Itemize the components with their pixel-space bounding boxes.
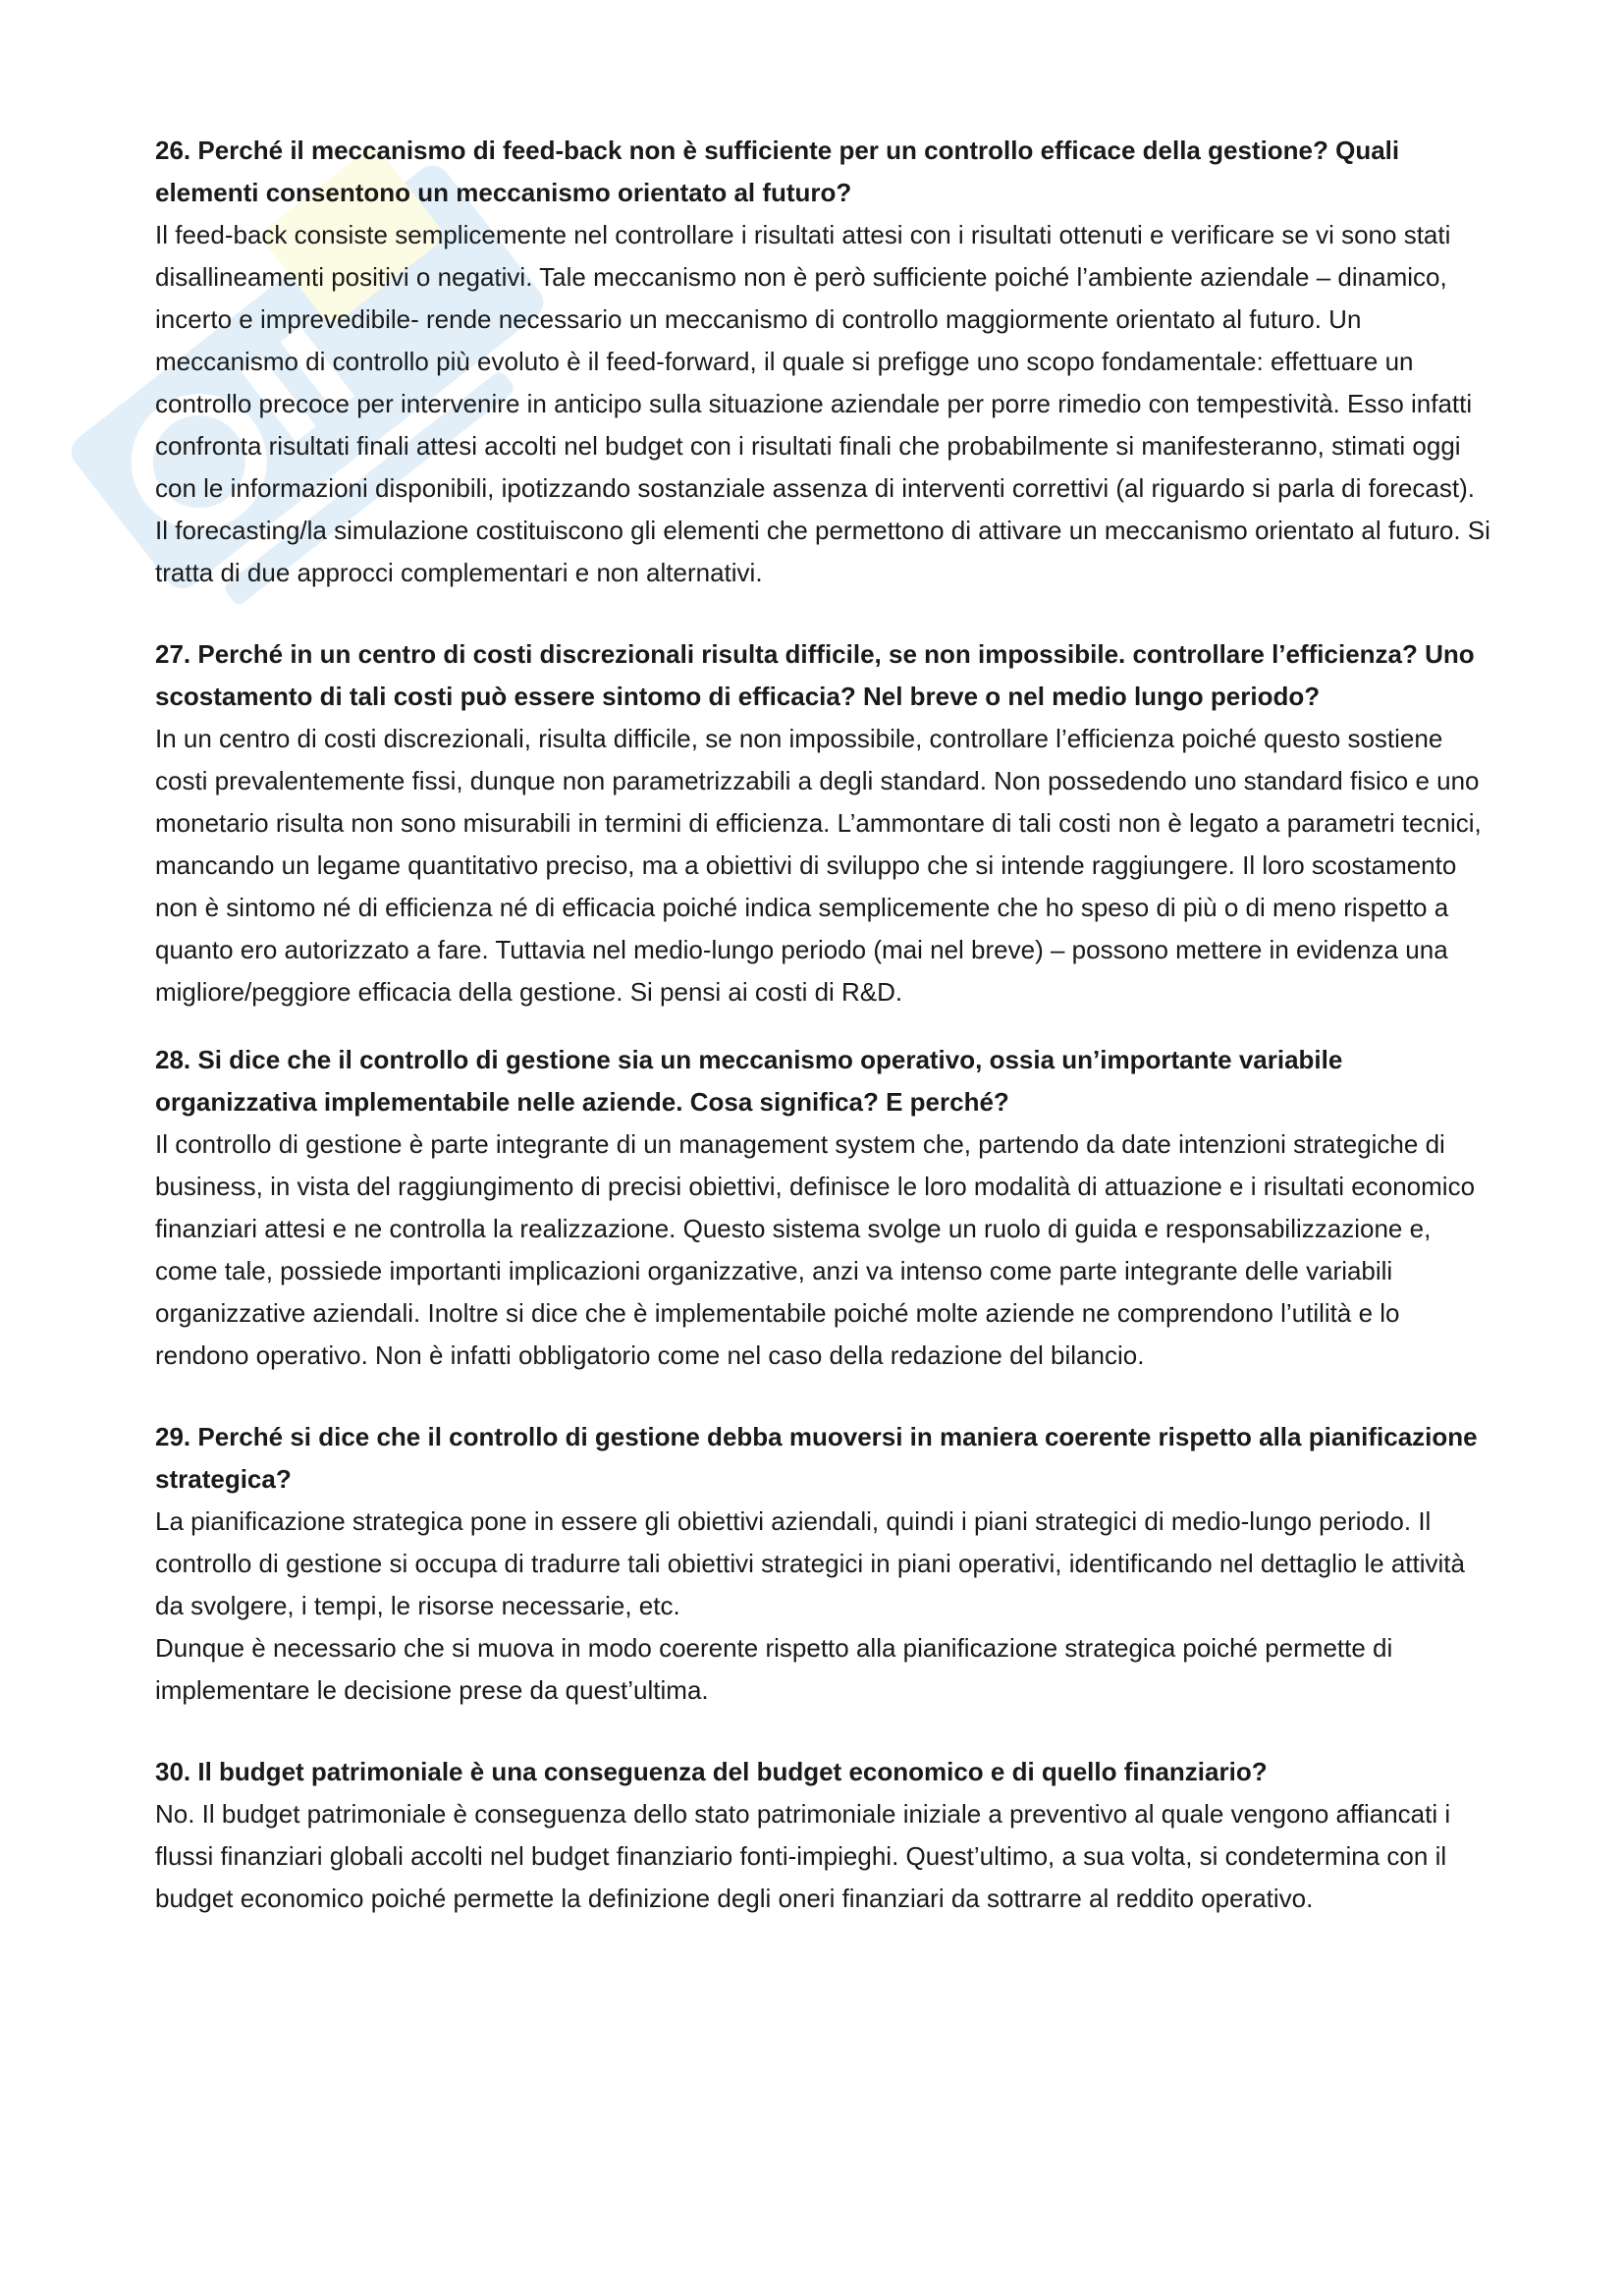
answer-26-paragraph-1: Il feed-back consiste semplicemente nel controllare i risultati attesi con i risultati ottenuti e verificare se vi sono stati disallineamenti positivi o negativi. Tale meccanismo non è però sufficiente poiché l’ambiente aziendale – dinamico, incerto e imprevedibile- rende necessario un meccanismo di controllo maggiormente orientato al futuro. Un meccanismo di controllo più evoluto è il feed-forward, il quale si prefigge uno scopo fondamentale: effettuare un controllo precoce per intervenire in anticipo sulla situazione aziendale per porre rimedio con tempestività. Esso infatti confronta risultati finali attesi accolti nel budget con i risultati finali che probabilmente si manifesteranno, stimati oggi con le informazioni disponibili, ipotizzando sostanziale assenza di interventi correttivi (al riguardo si parla di forecast). xyxy=(155,220,1475,503)
qa-block-28 xyxy=(155,1039,1490,1377)
qa-block-27 xyxy=(155,633,1490,1013)
answer-26-paragraph-2: Il forecasting/la simulazione costituiscono gli elementi che permettono di attivare un meccanismo orientato al futuro. Si tratta di due approcci complementari e non alternativi. xyxy=(155,516,1490,587)
answer-27-paragraph-1: In un centro di costi discrezionali, risulta difficile, se non impossibile, controllare l’efficienza poiché questo sostiene costi prevalentemente fissi, dunque non parametrizzabili a degli standard. Non possedendo uno standard fisico e uno monetario risulta non sono misurabili in termini di efficienza. L’ammontare di tali costi non è legato a parametri tecnici, mancando un legame quantitativo preciso, ma a obiettivi di sviluppo che si intende raggiungere. Il loro scostamento non è sintomo né di efficienza né di efficacia poiché indica semplicemente che ho speso di più o di meno rispetto a quanto ero autorizzato a fare. Tuttavia nel medio-lungo periodo (mai nel breve) – possono mettere in evidenza una migliore/peggiore efficacia della gestione. Si pensi ai costi di R&D. xyxy=(155,724,1482,1007)
qa-block-29 xyxy=(155,1416,1490,1712)
qa-block-30 xyxy=(155,1751,1490,1920)
answer-30-paragraph-1: No. Il budget patrimoniale è conseguenza dello stato patrimoniale iniziale a preventivo al quale vengono affiancati i flussi finanziari globali accolti nel budget finanziario fonti-impieghi. Quest’ultimo, a sua volta, si condetermina con il budget economico poiché permette la definizione degli oneri finanziari da sottrarre al reddito operativo. xyxy=(155,1799,1451,1913)
answer-29-paragraph-2: Dunque è necessario che si muova in modo coerente rispetto alla pianificazione strategica poiché permette di implementare le decisione prese da quest’ultima. xyxy=(155,1633,1393,1705)
document-body xyxy=(155,130,1490,1920)
qa-block-26 xyxy=(155,130,1490,594)
answer-29-paragraph-1: La pianificazione strategica pone in essere gli obiettivi aziendali, quindi i piani strategici di medio-lungo periodo. Il controllo di gestione si occupa di tradurre tali obiettivi strategici in piani operativi, identificando nel dettaglio le attività da svolgere, i tempi, le risorse necessarie, etc. xyxy=(155,1506,1465,1620)
question-29: 29. Perché si dice che il controllo di gestione debba muoversi in maniera coerente rispetto alla pianificazione strategica? xyxy=(155,1422,1478,1494)
answer-28-paragraph-1: Il controllo di gestione è parte integrante di un management system che, partendo da date intenzioni strategiche di business, in vista del raggiungimento di precisi obiettivi, definisce le loro modalità di attuazione e i risultati economico finanziari attesi e ne controlla la realizzazione. Questo sistema svolge un ruolo di guida e responsabilizzazione e, come tale, possiede importanti implicazioni organizzative, anzi va intenso come parte integrante delle variabili organizzative aziendali. Inoltre si dice che è implementabile poiché molte aziende ne comprendono l’utilità e lo rendono operativo. Non è infatti obbligatorio come nel caso della redazione del bilancio. xyxy=(155,1129,1476,1370)
question-26: 26. Perché il meccanismo di feed-back non è sufficiente per un controllo efficace della gestione? Quali elementi consentono un meccanismo orientato al futuro? xyxy=(155,136,1400,207)
question-30: 30. Il budget patrimoniale è una conseguenza del budget economico e di quello finanziario? xyxy=(155,1757,1268,1786)
question-28: 28. Si dice che il controllo di gestione sia un meccanismo operativo, ossia un’importante variabile organizzativa implementabile nelle aziende. Cosa significa? E perché? xyxy=(155,1045,1343,1117)
question-27: 27. Perché in un centro di costi discrezionali risulta difficile, se non impossibile. controllare l’efficienza? Uno scostamento di tali costi può essere sintomo di efficacia? Nel breve o nel medio lungo periodo? xyxy=(155,639,1475,711)
